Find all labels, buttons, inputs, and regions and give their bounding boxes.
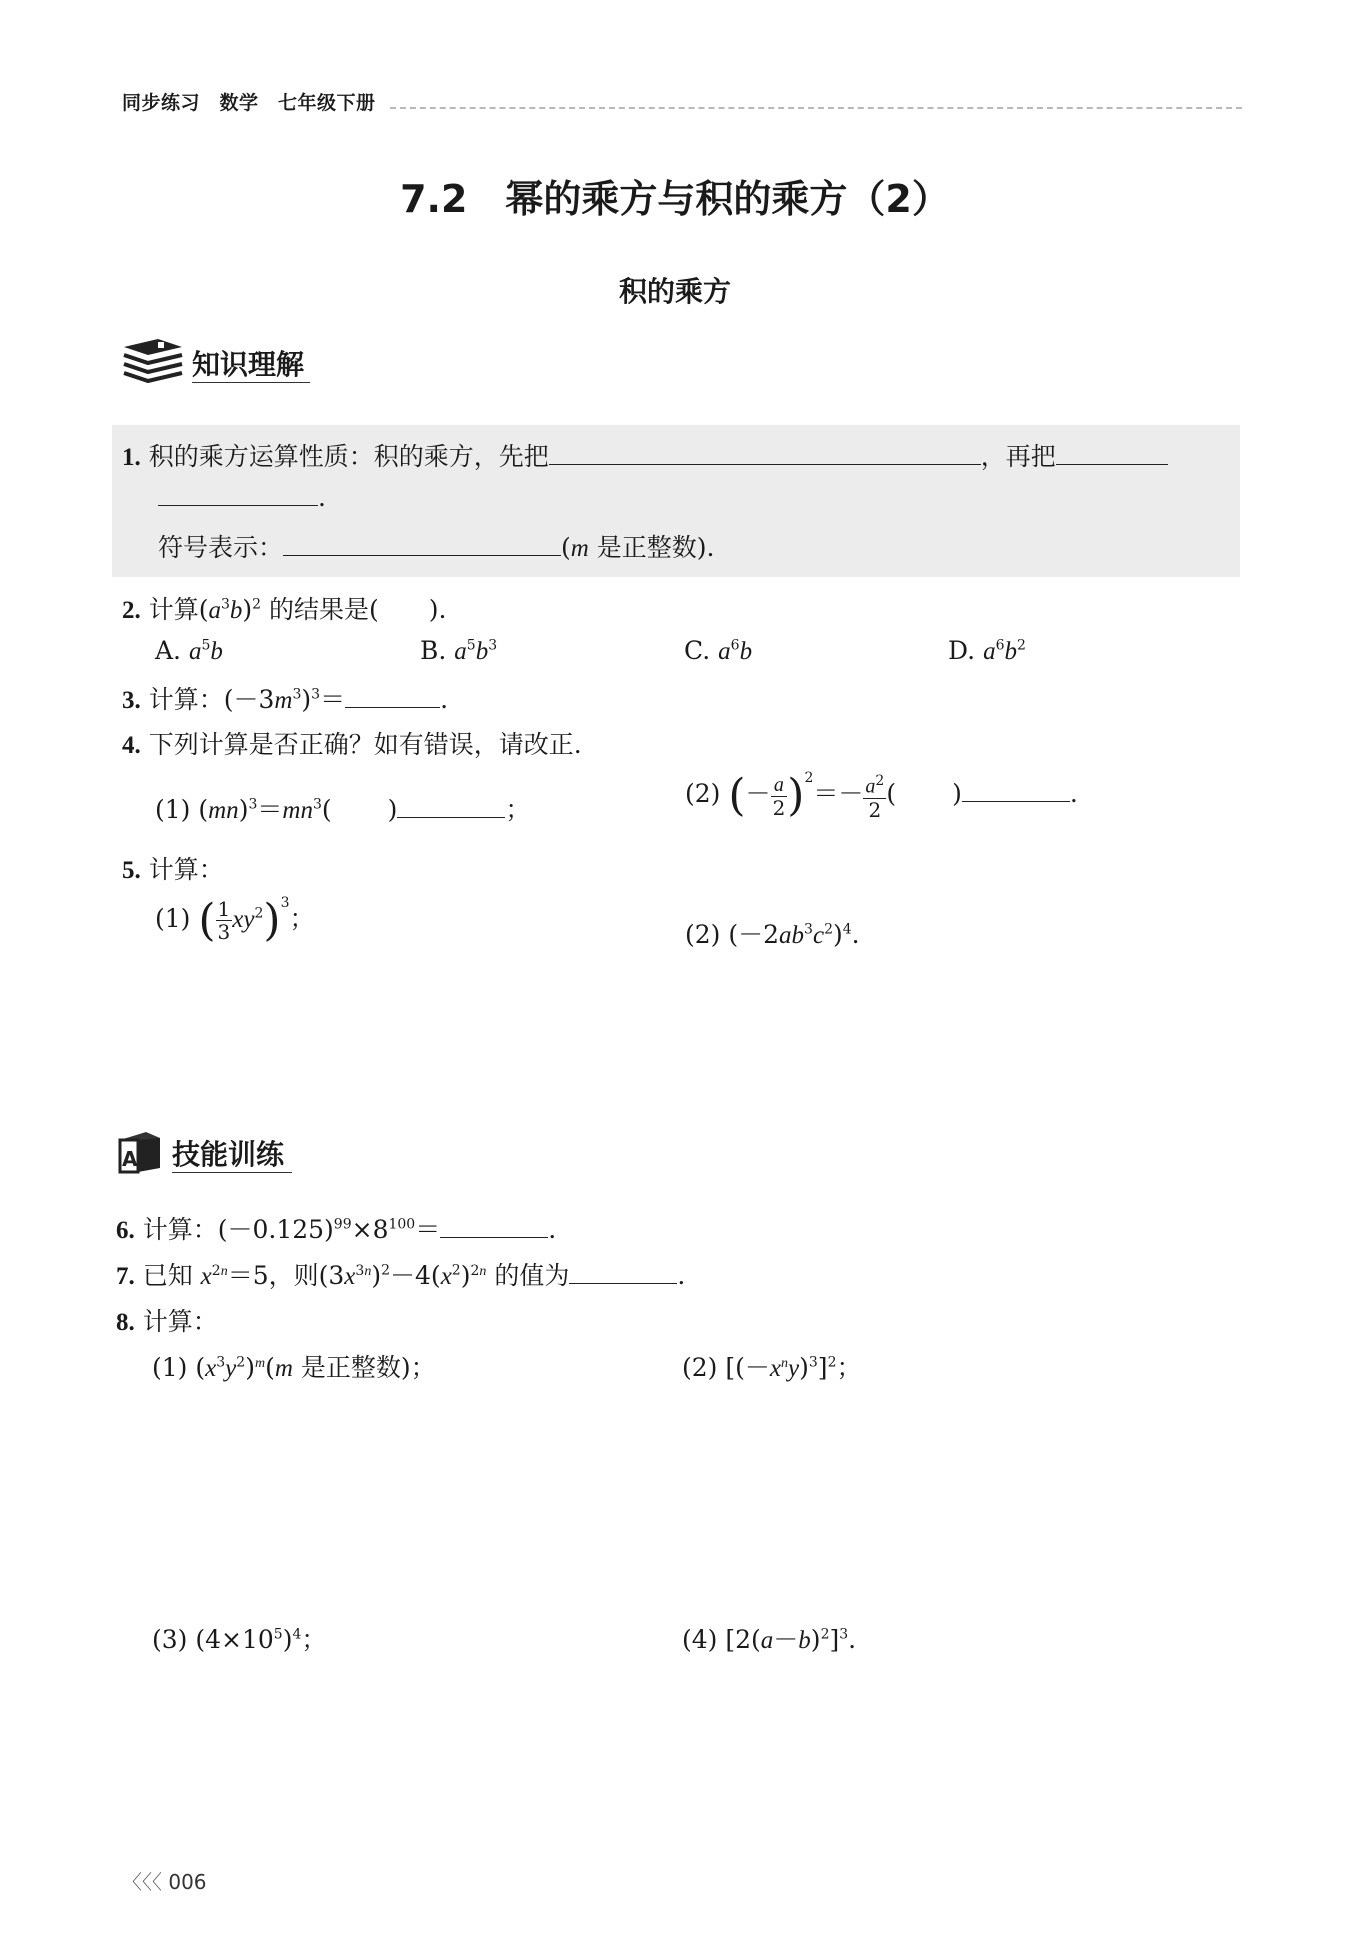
q8-number: 8. bbox=[116, 1309, 135, 1336]
q1-line3: 符号表示： (m 是正整数). bbox=[158, 533, 715, 562]
section-knowledge-underline bbox=[192, 382, 310, 383]
q2-text: 计算 bbox=[148, 595, 199, 624]
q7-text-c: 的值为 bbox=[494, 1261, 570, 1290]
q3-number: 3. bbox=[122, 687, 141, 714]
q1-text-d: 是正整数). bbox=[596, 533, 715, 562]
section-skills-underline bbox=[172, 1172, 292, 1173]
q4-line bbox=[122, 725, 582, 761]
q3-line: 3. 计算：$(-3m^3)^3=$ . bbox=[122, 685, 449, 714]
q7-line: 7. 已知 $x^{2n}=5$，则$(3x^{3n})^2-4(x^2)^{2n}$ 的值为 . bbox=[116, 1261, 686, 1290]
q3-text: 计算： bbox=[148, 685, 224, 714]
q4-part1: (1) $(mn)^3=mn^3$( ) ； bbox=[155, 795, 531, 824]
q2-option-d[interactable]: D. $a^6b^2$ bbox=[948, 636, 1026, 665]
page-number bbox=[122, 1866, 207, 1895]
q2-option-a[interactable]: A. $a^5b$ bbox=[155, 636, 223, 665]
page-subtitle: 积的乘方 bbox=[618, 275, 731, 308]
svg-text:A: A bbox=[122, 1147, 138, 1171]
running-header: 同步练习 数学 七年级下册 bbox=[122, 92, 376, 114]
q1-blank-3[interactable] bbox=[283, 555, 561, 556]
header-rule bbox=[390, 107, 1242, 109]
q2-line: 2. 计算$(a^3b)^2$ 的结果是( ). bbox=[122, 595, 447, 624]
q7-number: 7. bbox=[116, 1263, 135, 1290]
q2-number: 2. bbox=[122, 597, 141, 624]
page-title: 7.2 幂的乘方与积的乘方（2） bbox=[400, 177, 950, 221]
q2-option-b[interactable]: B. $a^5b^3$ bbox=[420, 636, 498, 665]
q2-text-b: 的结果是( ). bbox=[269, 595, 447, 624]
q1-text-b: ，再把 bbox=[980, 442, 1056, 471]
q1-text-a: 积的乘方运算性质：积的乘方，先把 bbox=[148, 442, 549, 471]
footer-chevrons-icon: 〈〈〈 bbox=[122, 1870, 162, 1894]
q5-part1: (1) ( $\frac{1}{3}$ $xy^2)^3$； bbox=[155, 895, 315, 946]
q8-line bbox=[116, 1302, 218, 1338]
q4-part2: (2) (－ $\frac{a}{2}$ )$^2$＝－ $\frac{a^2}{2}$ ( ) . bbox=[685, 770, 1078, 822]
books-icon bbox=[120, 337, 186, 389]
q6-text: 计算： bbox=[142, 1215, 218, 1244]
q5-line bbox=[122, 850, 224, 886]
q8-part4: (4) $[2(a-b)^2]^3$. bbox=[682, 1625, 857, 1654]
q8-part1: (1) $(x^3y^2)^m(m$ 是正整数)； bbox=[152, 1353, 436, 1382]
q3-blank[interactable] bbox=[345, 707, 440, 708]
q6-number: 6. bbox=[116, 1217, 135, 1244]
q4-p2-blank[interactable] bbox=[962, 801, 1070, 802]
q8-text: 计算： bbox=[142, 1307, 218, 1336]
q2-option-c[interactable]: C. $a^6b$ bbox=[684, 636, 753, 665]
q1-text-c: 符号表示： bbox=[158, 533, 284, 562]
q6-blank[interactable] bbox=[440, 1237, 548, 1238]
q1-blank-1[interactable] bbox=[549, 464, 981, 465]
q5-part2: (2) $(-2ab^3c^2)^4$. bbox=[685, 920, 860, 949]
q1-blank-2a[interactable] bbox=[1056, 464, 1168, 465]
q1-number: 1. bbox=[122, 444, 141, 471]
q4-p1-blank[interactable] bbox=[397, 817, 505, 818]
page-number-value: 006 bbox=[168, 1870, 207, 1894]
q7-blank[interactable] bbox=[569, 1283, 677, 1284]
q8-part2: (2) $[(-x^ny)^3]^2$； bbox=[682, 1353, 862, 1382]
q4-number: 4. bbox=[122, 732, 141, 759]
q5-text: 计算： bbox=[148, 855, 224, 884]
q4-text: 下列计算是否正确？如有错误，请改正. bbox=[148, 730, 582, 759]
q5-number: 5. bbox=[122, 857, 141, 884]
q6-line: 6. 计算：$(-0.125)^{99}\times 8^{100}=$ . bbox=[116, 1215, 557, 1244]
q1-blank-2b[interactable] bbox=[158, 505, 318, 506]
letter-a-box-icon bbox=[116, 1128, 164, 1180]
section-skills-title: 技能训练 bbox=[172, 1138, 285, 1171]
q1-line1 bbox=[122, 437, 1168, 473]
q1-line2: . bbox=[158, 483, 326, 512]
section-knowledge-title: 知识理解 bbox=[192, 348, 305, 381]
q8-part3: (3) $(4\times 10^5)^4$； bbox=[152, 1625, 327, 1654]
q7-text: 已知 bbox=[142, 1261, 193, 1290]
q7-text-b: ，则 bbox=[268, 1261, 319, 1290]
